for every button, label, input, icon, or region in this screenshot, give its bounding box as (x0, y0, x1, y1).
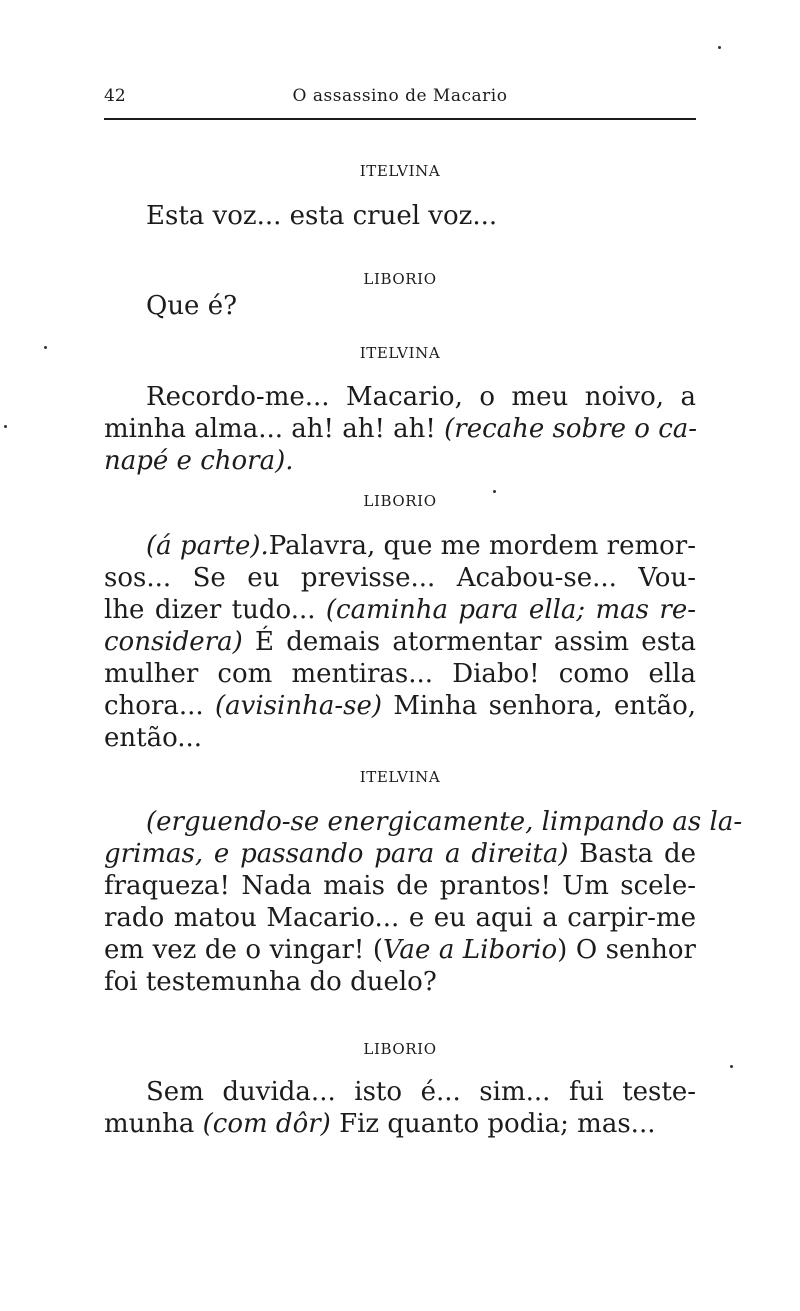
text-line (104, 445, 696, 477)
text-line (104, 594, 696, 626)
text-line (104, 806, 743, 838)
text-line (104, 838, 696, 870)
dialogue-text: Basta de (568, 839, 696, 869)
text-line (104, 200, 696, 232)
speaker-name: LIBORIO (363, 1040, 437, 1058)
dialogue-text: rado matou Macario... e eu aqui a carpir-me (104, 903, 696, 933)
dialogue-text: minha alma... ah! ah! ah! (104, 414, 445, 444)
dialogue-text: Recordo-me... Macario, o meu noivo, a (146, 382, 696, 412)
print-speck (493, 490, 496, 493)
dialogue-text: fraqueza! Nada mais de prantos! Um scele- (104, 871, 696, 901)
dialogue-text: Esta voz... esta cruel voz... (146, 201, 498, 231)
speaker-name: ITELVINA (359, 162, 441, 180)
dialogue-text: É demais atormentar assim esta (242, 627, 696, 657)
speaker-name: ITELVINA (359, 768, 441, 786)
stage-direction: (avisinha-se) (215, 691, 382, 721)
page-number: 42 (104, 86, 126, 106)
dialogue-text: mulher com mentiras... Diabo! como ella (104, 659, 696, 689)
text-line (104, 1108, 696, 1140)
running-header (104, 86, 696, 110)
text-line (104, 870, 696, 902)
dialogue-text: ) O senhor (557, 935, 696, 965)
speech-paragraph (104, 806, 743, 998)
print-speck (4, 425, 7, 428)
stage-direction: grimas, e passando para a direita) (104, 839, 569, 869)
text-line (104, 658, 696, 690)
dialogue-text: Fiz quanto podia; mas... (330, 1109, 656, 1139)
text-line (104, 381, 696, 413)
dialogue-text: Sem duvida... isto é... sim... fui teste- (146, 1077, 696, 1107)
text-line (104, 690, 696, 722)
stage-direction: (com dôr) (202, 1109, 331, 1139)
dialogue-text: chora... (104, 691, 216, 721)
dialogue-text: lhe dizer tudo... (104, 595, 326, 625)
speech-paragraph (104, 1076, 696, 1140)
dialogue-text: sos... Se eu previsse... Acabou-se... Vou- (104, 563, 696, 593)
speech-paragraph (104, 290, 696, 322)
dialogue-text: Que é? (146, 291, 238, 321)
print-speck (730, 1065, 733, 1068)
dialogue-text: foi testemunha do duelo? (104, 967, 437, 997)
speech-paragraph (104, 381, 696, 477)
text-line (104, 413, 696, 445)
text-line (104, 530, 696, 562)
print-speck (718, 46, 721, 49)
speaker-name: LIBORIO (363, 492, 437, 510)
dialogue-text: Minha senhora, então, (382, 691, 696, 721)
text-line (104, 934, 696, 966)
dialogue-text: então... (104, 723, 203, 753)
stage-direction: (caminha para ella; mas re- (325, 595, 696, 625)
book-title: O assassino de Macario (292, 86, 508, 106)
speaker-name: LIBORIO (363, 270, 437, 288)
text-line (104, 902, 696, 934)
text-line (104, 722, 696, 754)
header-rule (104, 118, 696, 120)
stage-direction: (recahe sobre o ca- (444, 414, 698, 444)
stage-direction: napé e chora). (104, 446, 294, 476)
speech-paragraph (104, 200, 696, 232)
speaker-name: ITELVINA (359, 344, 441, 362)
stage-direction: Vae a Liborio (383, 935, 558, 965)
text-line (104, 562, 696, 594)
stage-direction: (erguendo-se energicamente, limpando as la- (146, 807, 743, 837)
dialogue-text: munha (104, 1109, 203, 1139)
text-line (104, 966, 696, 998)
dialogue-text: Palavra, que me mordem remor- (268, 531, 696, 561)
speech-paragraph (104, 530, 696, 754)
print-speck (44, 346, 47, 349)
stage-direction: considera) (104, 627, 243, 657)
dialogue-text: em vez de o vingar! ( (104, 935, 384, 965)
stage-direction: (á parte). (146, 531, 269, 561)
text-line (104, 626, 696, 658)
text-line (104, 1076, 696, 1108)
text-line (104, 290, 696, 322)
